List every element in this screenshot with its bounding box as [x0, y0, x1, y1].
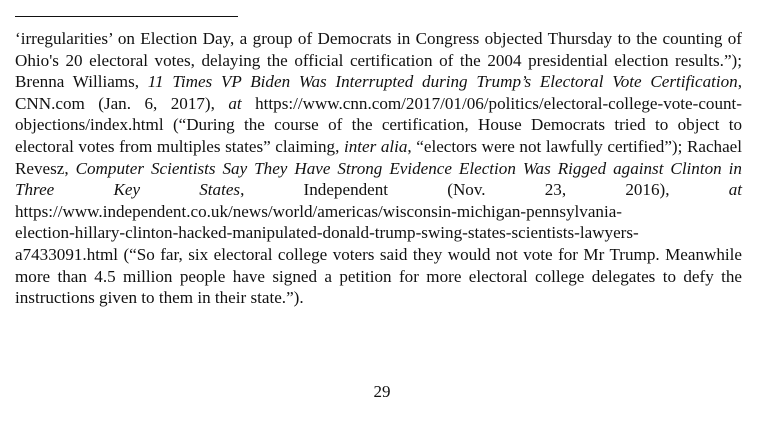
at-marker: at [728, 180, 742, 200]
footnote-separator-rule [15, 16, 238, 17]
citation-url-independent-part2: election-hillary-clinton-hacked-manipulated-donald-trump-swing-states-scientists-lawyers- [15, 223, 639, 243]
citation-url-cnn: https://www.cnn.com/2017/01/06/politics/electoral-college-vote-count-objections/index.html [15, 93, 742, 135]
inter-alia: inter alia [343, 136, 408, 156]
citation-url-independent-part1: https://www.independent.co.uk/news/world/americas/wisconsin-michigan-pennsylvania- [15, 201, 623, 221]
publication-info-cnn: , CNN.com (Jan. 6, 2017), [15, 72, 742, 113]
cited-title-cnn: 11 Times VP Biden Was Interrupted during Trump’s Electoral Vote Certification [147, 72, 738, 92]
page-number: 29 [373, 382, 391, 401]
footnote-text [15, 28, 742, 309]
at-marker: at [228, 93, 242, 113]
citation-url-independent-part3: a7433091.html [15, 244, 119, 264]
footnote-text-segment: (“So far, six electoral college voters said they would not vote for Mr Trump. Meanwhile more than 4.5 million people have signed a petition for more electoral college delegates to defy the instructions given to them in their state.”). [15, 244, 742, 308]
cited-title-independent: Computer Scientists Say They Have Strong Evidence Election Was Rigged against Clinton in Three Key States [15, 158, 742, 200]
footnote-text-segment: , “electors were not lawfully certified”); Rachael Revesz, [15, 136, 742, 178]
footnote-text-segment: ‘irregularities’ on Election Day, a group of Democrats in Congress objected Thursday to the counting of Ohio's 20 electoral votes, delaying the official certification of the 2004 presidential election results.”); Brenna Williams, [15, 29, 742, 92]
publication-info-independent: , Independent (Nov. 23, 2016), [240, 180, 729, 200]
footnote-text-segment: (“During the course of the certification, House Democrats tried to object to electoral votes from multiples states” claiming, [15, 115, 742, 156]
